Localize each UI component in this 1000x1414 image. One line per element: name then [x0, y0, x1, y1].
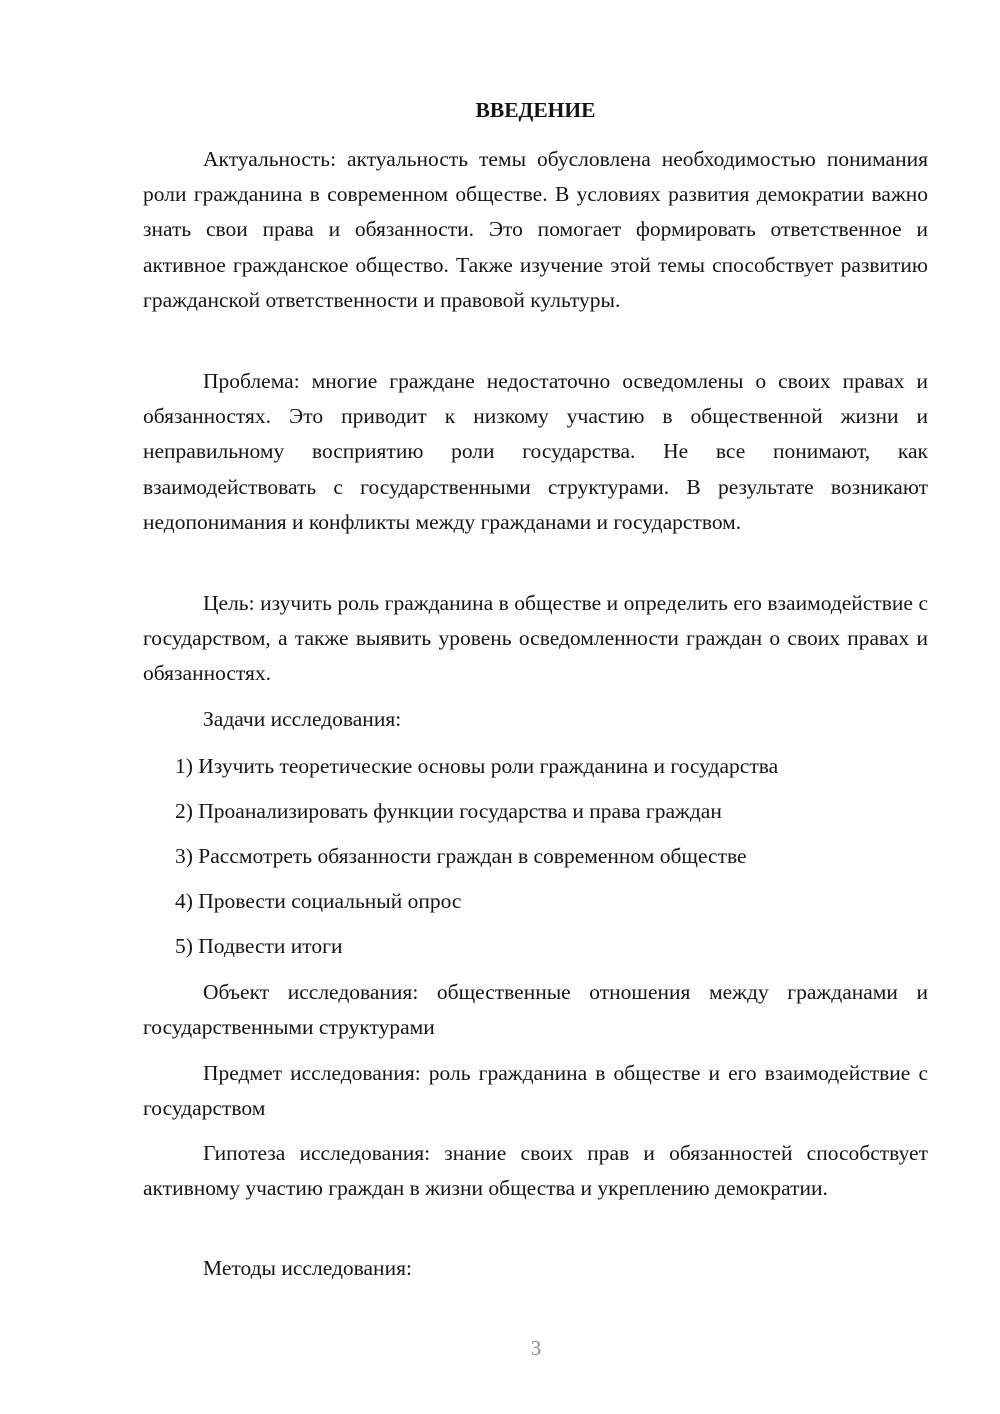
task-item-4: 4) Провести социальный опрос	[175, 889, 462, 913]
hypothesis-paragraph: Гипотеза исследования: знание своих прав и обязанностей способствует активному участию граждан в жизни общества и укреплению демократии.	[143, 1141, 928, 1201]
object-paragraph: Объект исследования: общественные отношения между гражданами и государственными структурами	[143, 980, 928, 1040]
page-number: 3	[530, 1336, 542, 1360]
task-item-5: 5) Подвести итоги	[175, 934, 343, 958]
task-item-3: 3) Рассмотреть обязанности граждан в современном обществе	[175, 844, 747, 868]
task-item-1: 1) Изучить теоретические основы роли гражданина и государства	[175, 754, 779, 778]
tasks-heading: Задачи исследования:	[203, 707, 402, 731]
goal-paragraph: Цель: изучить роль гражданина в обществе и определить его взаимодействие с государством, а также выявить уровень осведомленности граждан о своих правах и обязанностях.	[143, 591, 928, 686]
task-item-2: 2) Проанализировать функции государства и права граждан	[175, 799, 722, 823]
relevance-paragraph: Актуальность: актуальность темы обусловлена необходимостью понимания роли гражданина в современном обществе. В условиях развития демократии важно знать свои права и обязанности. Это помогает формировать ответственное и активное гражданское общество. Также изучение этой темы способствует развитию гражданской ответственности и правовой культуры.	[143, 147, 928, 312]
page-title: ВВЕДЕНИЕ	[475, 98, 596, 122]
subject-paragraph: Предмет исследования: роль гражданина в обществе и его взаимодействие с государством	[143, 1061, 928, 1121]
methods-heading: Методы исследования:	[203, 1256, 412, 1280]
problem-paragraph: Проблема: многие граждане недостаточно осведомлены о своих правах и обязанностях. Это приводит к низкому участию в общественной жизни и неправильному восприятию роли государства. Не все понимают, как взаимодействовать с государственными структурами. В результате возникают недопонимания и конфликты между гражданами и государством.	[143, 369, 928, 534]
